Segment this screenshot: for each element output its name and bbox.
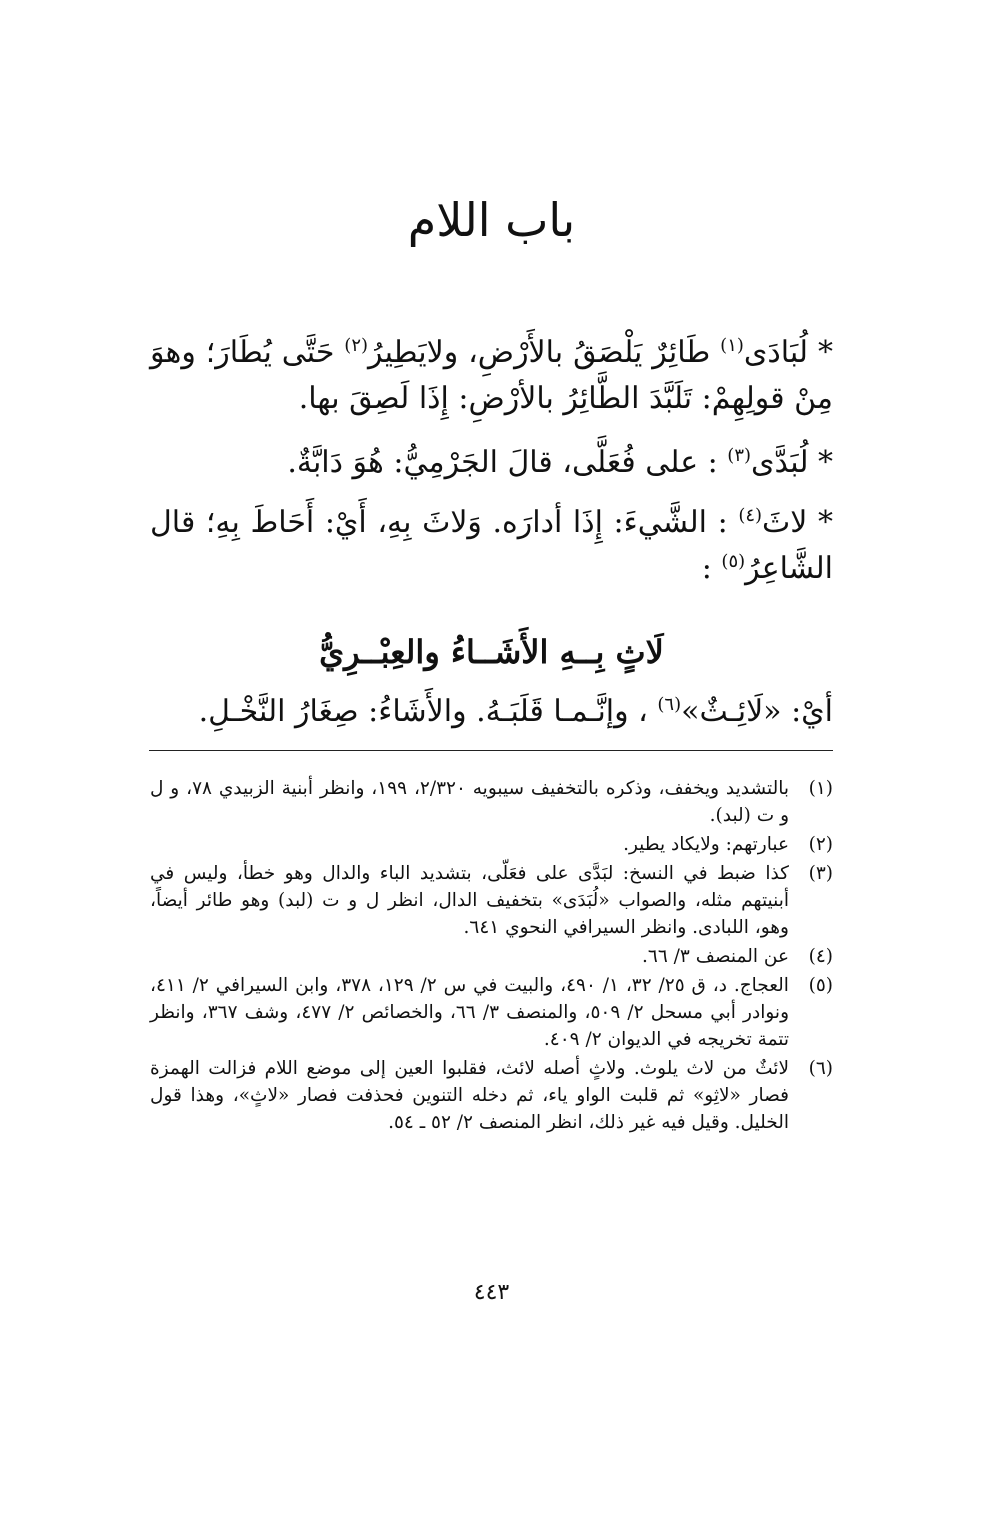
verse-gloss	[150, 688, 833, 736]
footnote-number: (٢)	[808, 834, 833, 855]
entry-lubada	[150, 330, 833, 422]
footnote-text: عبارتهم: ولايكاد يطير.	[623, 834, 789, 855]
entry-text: * لُبَدَّى	[751, 445, 833, 480]
entry-text: * لُبَادَى	[743, 335, 833, 370]
entry-text: : الشَّيءَ: إِذَا أدارَه. وَلاثَ بِهِ، أَيْ: أَحَاطَ بِهِ؛ قال الشَّاعِرُ	[150, 505, 833, 586]
footnote-ref: (٣)	[727, 445, 752, 466]
page-number: ٤٤٣	[473, 1280, 510, 1305]
footnote-ref: (٢)	[344, 335, 369, 356]
footnote-ref: (١)	[720, 335, 744, 356]
entry-text: :	[701, 551, 722, 586]
footnotes	[150, 775, 833, 1138]
entry-latha	[150, 500, 833, 592]
footnote	[150, 943, 833, 970]
gloss-text: ، وإنَّـمـا قَلَبَـهُ. والأَشَاءُ: صِغَارُ النَّخْـلِ.	[198, 694, 658, 729]
footnote-number: (٣)	[808, 863, 833, 884]
footnote	[150, 1055, 833, 1136]
footnote-ref: (٤)	[738, 505, 763, 526]
footnote-text: العجاج. د، ق ٢٥/ ٣٢، ١/ ٤٩٠، والبيت في س ٢/ ١٢٩، ٣٧٨، وابن السيرافي ٢/ ٤١١، ونوادر أبي مسحل ٢/ ٥٠٩، والمنصف ٣/ ٦٦، والخصائص ٢/ ٤٧٧، وشف ٣٦٧، وانظر تتمة تخريجه في الديوان ٢/ ٤٠٩.	[150, 975, 790, 1050]
gloss-text: أيْ: «لَائِـثٌ»	[681, 694, 833, 729]
footnote-text: عن المنصف ٣/ ٦٦.	[642, 946, 789, 967]
footnote-ref: (٦)	[657, 694, 682, 715]
footnote-number: (٦)	[808, 1058, 833, 1079]
entry-lubadda	[150, 440, 833, 486]
footnote-separator	[149, 750, 833, 751]
footnote-text: كذا ضبط في النسخ: لبَدَّى على فعَلّى، بتشديد الباء والدال وهو خطأ، وليس في أبنيتهم مثله، والصواب «لُبَدَى» بتخفيف الدال، انظر ل و ت (لبد) وهو طائر أيضاً، وهو، اللبادى. وانظر السيرافي النحوي ٦٤١.	[150, 863, 789, 938]
footnote	[150, 831, 833, 858]
entry-text: حَتَّى يُطَارَ؛ وهوَ مِنْ قولِهِمْ: تَلَبَّدَ الطَّائِرُ بالأرْضِ: إِذَا لَصِقَ بها.	[150, 335, 833, 416]
footnote	[150, 775, 833, 829]
entry-text: : على فُعَلَّى، قالَ الجَرْمِيُّ: هُوَ دَابَّةٌ.	[287, 445, 728, 480]
footnote	[150, 972, 833, 1053]
footnote-text: بالتشديد ويخفف، وذكره بالتخفيف سيبويه ٢/٣٢٠، ١٩٩، وانظر أبنية الزبيدي ٧٨، و ل و ت (لبد).	[150, 778, 790, 826]
footnote	[150, 860, 833, 941]
entry-text: * لاثَ	[762, 505, 834, 540]
footnote-number: (٥)	[808, 975, 833, 996]
footnote-ref: (٥)	[721, 551, 746, 572]
footnote-number: (٤)	[808, 946, 833, 967]
chapter-title: باب اللام	[407, 193, 576, 247]
footnote-text: لائثٌ من لاث يلوث. ولاثٍ أصله لائث، فقلبوا العين إلى موضع اللام فزالت الهمزة فصار «لاثِو» ثم قلبت الواو ياء، ثم دخله التنوين فحذفت فصار «لاثٍ»، وهذا قول الخليل. وقيل فيه غير ذلك، انظر المنصف ٢/ ٥٢ ـ ٥٤.	[150, 1058, 789, 1133]
entry-text: طَائِرٌ يَلْصَقُ بالأَرْضِ، ولايَطِيرُ	[368, 335, 721, 370]
footnote-number: (١)	[808, 778, 833, 799]
poetry-verse: لَاثٍ بِــهِ الأَشَــاءُ والعِبْــرِيُّ	[319, 633, 664, 671]
